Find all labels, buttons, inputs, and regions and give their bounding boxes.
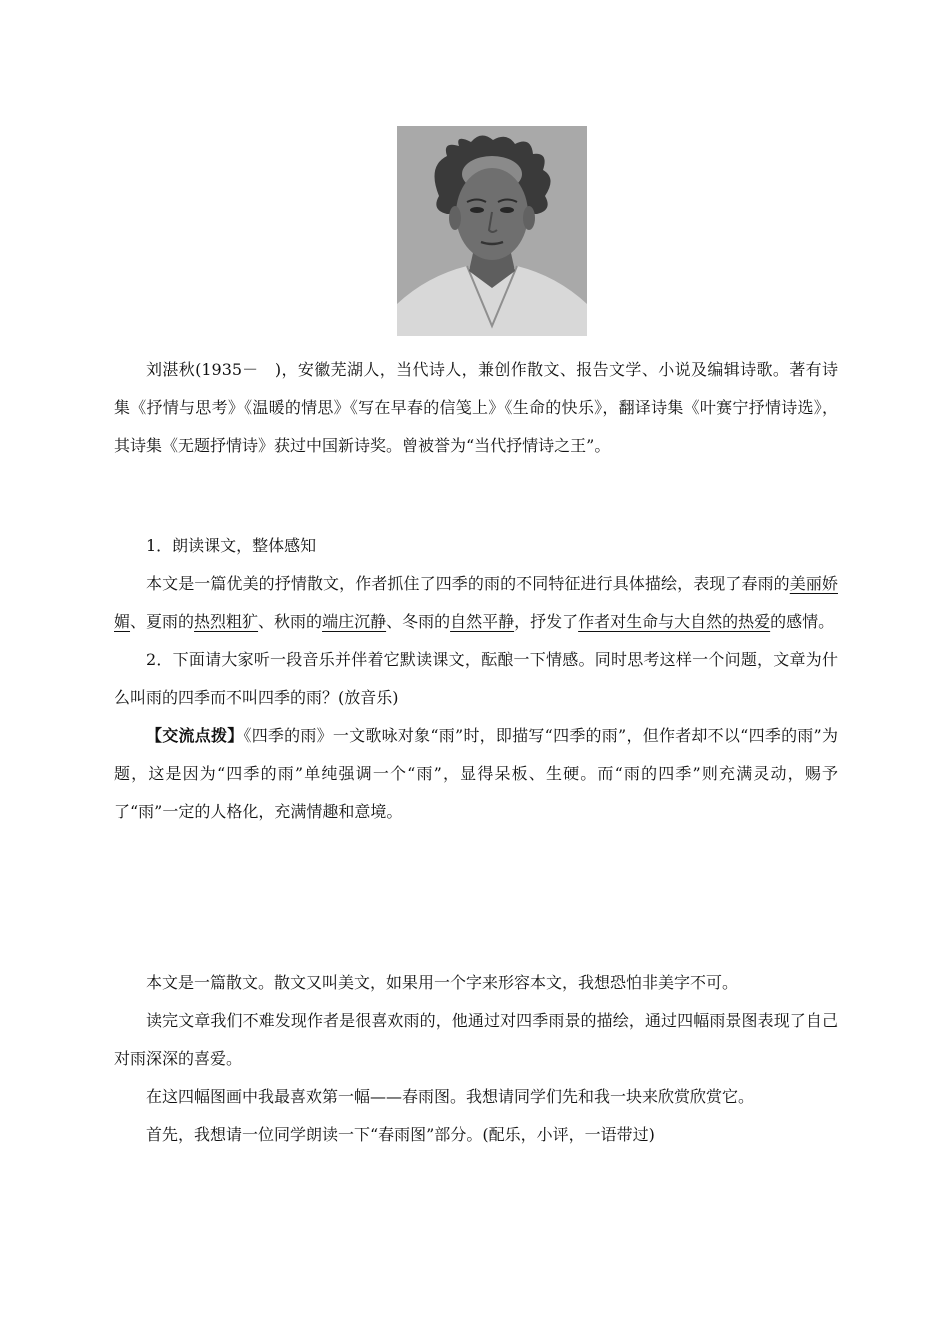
summary-text-end: 的感情。 [770,612,835,631]
author-bio-paragraph: 刘湛秋(1935－ )，安徽芜湖人，当代诗人，兼创作散文、报告文学、小说及编辑诗歌。著有诗集《抒情与思考》《温暖的情思》《写在早春的信笺上》《生命的快乐》，翻译诗集《叶赛宁抒情诗选》，其诗集《无题抒情诗》获过中国新诗奖。曾被誉为“当代抒情诗之王”。 [114,360,838,455]
author-portrait-photo [397,126,587,336]
summary-separator: 、秋雨的 [258,612,323,631]
summary-separator: 、冬雨的 [386,612,451,631]
underlined-spring-rain: 美丽娇媚 [114,574,838,631]
section2-tip-paragraph [114,717,838,831]
underlined-author-love: 作者对生命与大自然的热爱 [578,612,771,631]
section3-paragraph-1: 本文是一篇散文。散文又叫美文，如果用一个字来形容本文，我想恐怕非美字不可。 [146,973,739,992]
portrait-image [397,126,587,336]
section3-paragraph-4: 首先，我想请一位同学朗读一下“春雨图”部分。(配乐，小评，一语带过) [146,1125,655,1144]
summary-separator: ，抒发了 [514,612,579,631]
section3-paragraph-2: 读完文章我们不难发现作者是很喜欢雨的，他通过对四季雨景的描绘，通过四幅雨景图表现了自己对雨深深的喜爱。 [114,1011,838,1068]
section1-heading: 1．朗读课文，整体感知 [146,536,317,555]
author-bio-section [114,351,838,465]
section1-summary-paragraph [114,565,838,641]
underlined-autumn-rain: 端庄沉静 [322,612,387,631]
underlined-summer-rain: 热烈粗犷 [194,612,259,631]
section-reading-perception [114,527,838,831]
underlined-winter-rain: 自然平静 [450,612,515,631]
tip-text: 《四季的雨》一文歌咏对象“雨”时，即描写“四季的雨”，但作者却不以“四季的雨”为题，这是因为“四季的雨”单纯强调一个“雨”，显得呆板、生硬。而“雨的四季”则充满灵动，赐予了“雨”一定的人格化，充满情趣和意境。 [114,726,838,821]
tip-label: 【交流点拨】 [146,726,244,745]
section2-question-paragraph: 2．下面请大家听一段音乐并伴着它默读课文，酝酿一下情感。同时思考这样一个问题，文章为什么叫雨的四季而不叫四季的雨？(放音乐) [114,650,838,707]
summary-separator: 、夏雨的 [130,612,195,631]
section3-paragraph-3: 在这四幅图画中我最喜欢第一幅——春雨图。我想请同学们先和我一块来欣赏欣赏它。 [146,1087,755,1106]
section-appreciation [114,964,838,1154]
summary-text-start: 本文是一篇优美的抒情散文，作者抓住了四季的雨的不同特征进行具体描绘，表现了春雨的 [146,574,790,593]
